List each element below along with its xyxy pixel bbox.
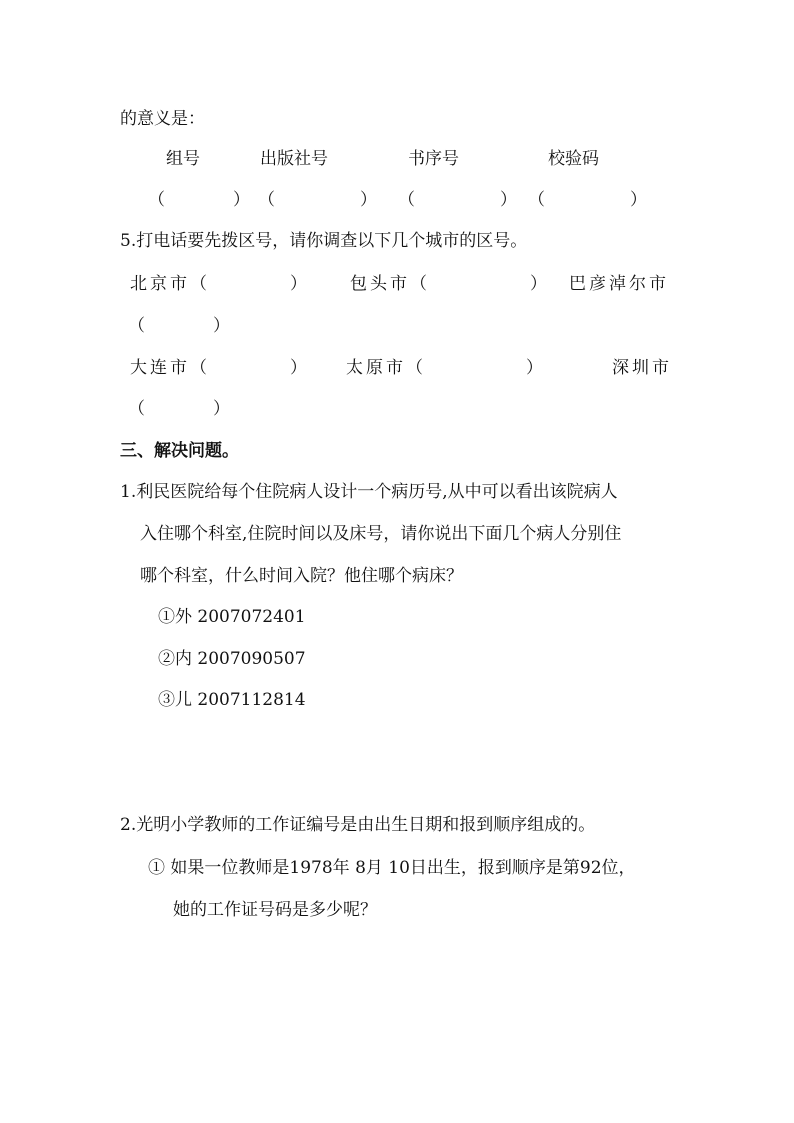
record-internal: ②内 2007090507 bbox=[158, 649, 306, 669]
label-book-order-number: 书序号 bbox=[408, 149, 459, 169]
label-publisher-number: 出版社号 bbox=[260, 149, 328, 169]
problem-2-sub-line-2: 她的工作证号码是多少呢？ bbox=[173, 900, 377, 920]
city-shenzhen: 深圳市 bbox=[612, 358, 672, 378]
problem-1-line-3: 哪个科室，什么时间入院？他住哪个病床？ bbox=[140, 566, 463, 586]
city-dalian: 大连市（ ） bbox=[130, 358, 310, 378]
blank-group-number: （ ） bbox=[148, 190, 250, 210]
city-bayannaoer-blank: （ ） bbox=[128, 316, 230, 336]
section-3-heading: 三、解决问题。 bbox=[120, 441, 239, 461]
label-check-digit: 校验码 bbox=[548, 149, 599, 169]
problem-2-sub-line-1: ① 如果一位教师是1978年 8月 10日出生，报到顺序是第92位， bbox=[148, 858, 636, 878]
problem-1-line-1: 1.利民医院给每个住院病人设计一个病历号,从中可以看出该院病人 bbox=[120, 482, 618, 502]
blank-check-digit: （ ） bbox=[528, 190, 647, 210]
intro-line: 的意义是： bbox=[120, 109, 205, 129]
city-taiyuan: 太原市（ ） bbox=[346, 358, 546, 378]
label-group-number: 组号 bbox=[166, 149, 200, 169]
question-5-title: 5.打电话要先拨区号，请你调查以下几个城市的区号。 bbox=[120, 231, 528, 251]
blank-publisher-number: （ ） bbox=[258, 190, 377, 210]
record-surgery: ①外 2007072401 bbox=[158, 607, 306, 627]
problem-1-line-2: 入住哪个科室,住院时间以及床号，请你说出下面几个病人分别住 bbox=[140, 524, 622, 544]
city-beijing: 北京市（ ） bbox=[130, 274, 310, 294]
city-shenzhen-blank: （ ） bbox=[128, 399, 230, 419]
blank-book-order-number: （ ） bbox=[398, 190, 517, 210]
city-bayannaoer: 巴彦淖尔市 bbox=[569, 274, 669, 294]
problem-2-line-1: 2.光明小学教师的工作证编号是由出生日期和报到顺序组成的。 bbox=[120, 815, 596, 835]
city-baotou: 包头市（ ） bbox=[350, 274, 550, 294]
record-pediatrics: ③儿 2007112814 bbox=[158, 690, 306, 710]
